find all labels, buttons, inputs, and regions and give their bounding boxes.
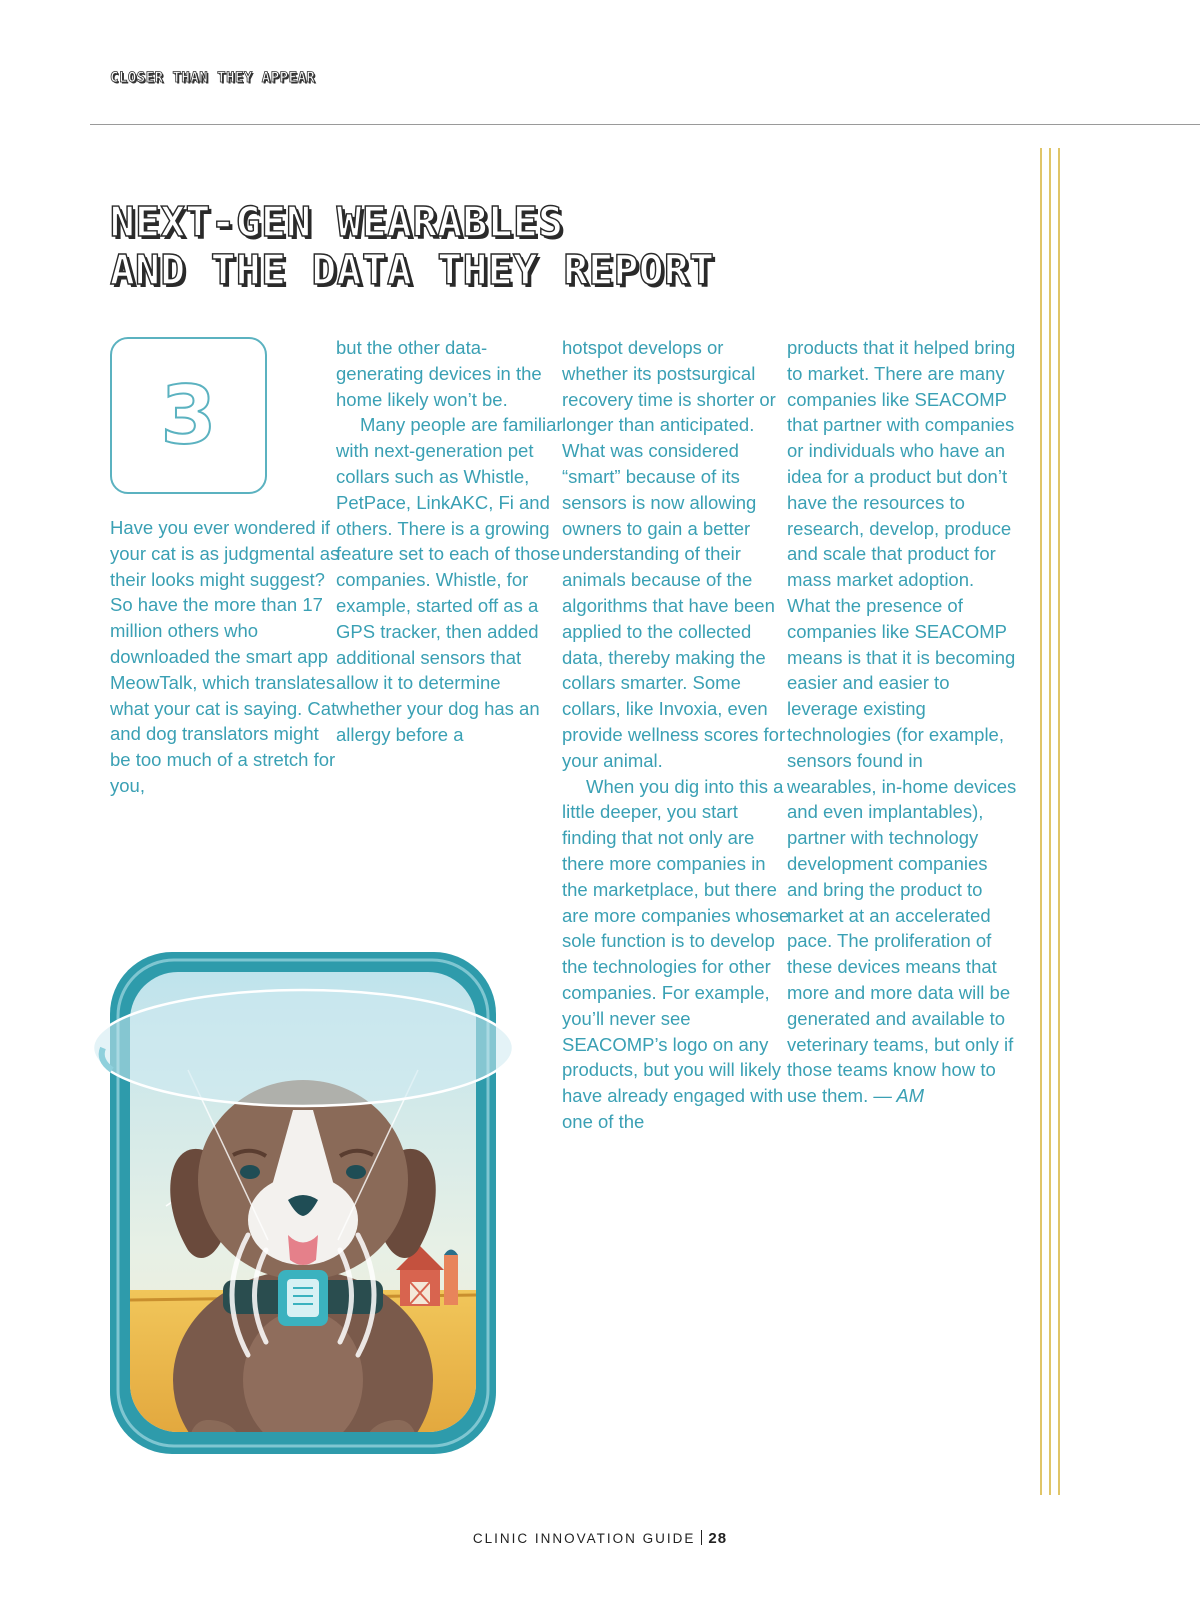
- text-column-4: [787, 335, 1017, 1109]
- paragraph: Have you ever wondered if your cat is as judgmental as their looks might suggest? So have the more than 17 million others who downloaded the smart app MeowTalk, which translates what your cat is saying. Cat and dog translators might be too much of a stretch for you,: [110, 517, 340, 796]
- article-headline: [110, 198, 714, 294]
- paragraph: but the other data-generating devices in the home likely won’t be.: [336, 337, 542, 410]
- item-number-box: [110, 337, 267, 494]
- text-column-1: [110, 515, 340, 799]
- paragraph: [787, 335, 1017, 1109]
- paragraph-text: When you dig into this a little deeper, you start finding that not only are there more companies in the marketplace, but there are more companies whose sole function is to develop the technologies for other companies. For example, you’ll never see SEACOMP’s logo on any products, but you will likely have already engaged with one of the: [562, 775, 790, 1132]
- text-column-3: [562, 335, 792, 1135]
- headline-line-2: AND THE DATA THEY REPORT: [110, 246, 715, 294]
- paragraph-indented: [336, 412, 566, 747]
- page-footer: [0, 1530, 1200, 1547]
- dog-wearable-illustration: [88, 950, 528, 1488]
- section-kicker: CLOSER THAN THEY APPEAR: [110, 70, 316, 86]
- footer-divider: [701, 1530, 702, 1545]
- header-divider: [90, 124, 1200, 125]
- headline-line-1: NEXT-GEN WEARABLES: [110, 198, 564, 246]
- paragraph-text: Many people are familiar with next-generation pet collars such as Whistle, PetPace, LinkAKC, Fi and others. There is a growing feature set to each of those companies. Whistle, for example, started off as a GPS tracker, then added additional sensors that allow it to determine whether your dog has an allergy before a: [336, 414, 563, 745]
- paragraph: hotspot develops or whether its postsurgical recovery time is shorter or longer than anticipated. What was considered “smart” because of its sensors is now allowing owners to gain a better understanding of their animals because of the algorithms that have been applied to the collected data, thereby making the collars smarter. Some collars, like Invoxia, even provide wellness scores for your animal.: [562, 337, 786, 771]
- author-signature: — AM: [873, 1085, 925, 1107]
- item-number: 3: [160, 369, 217, 462]
- publication-name: CLINIC INNOVATION GUIDE: [472, 1531, 696, 1546]
- cone-collar-ring: [93, 990, 513, 1106]
- paragraph-text: products that it helped bring to market. There are many companies like SEACOMP that partner with companies or individuals who have an idea for a product but don’t have the resources to research, develop, produce and scale that product for mass market adoption. What the presence of companies like SEACOMP means is that it is becoming easier and easier to leverage existing technologies (for example, sensors found in wearables, in-home devices and even implantables), partner with technology development companies and bring the product to market at an accelerated pace. The proliferation of these devices means that more and more data will be generated and available to veterinary teams, but only if those teams know how to use them.: [787, 337, 1017, 1107]
- paragraph-indented: [562, 774, 792, 1135]
- decorative-vertical-lines: [1040, 148, 1062, 1495]
- page-number: 28: [708, 1530, 728, 1547]
- text-column-2: [336, 335, 566, 748]
